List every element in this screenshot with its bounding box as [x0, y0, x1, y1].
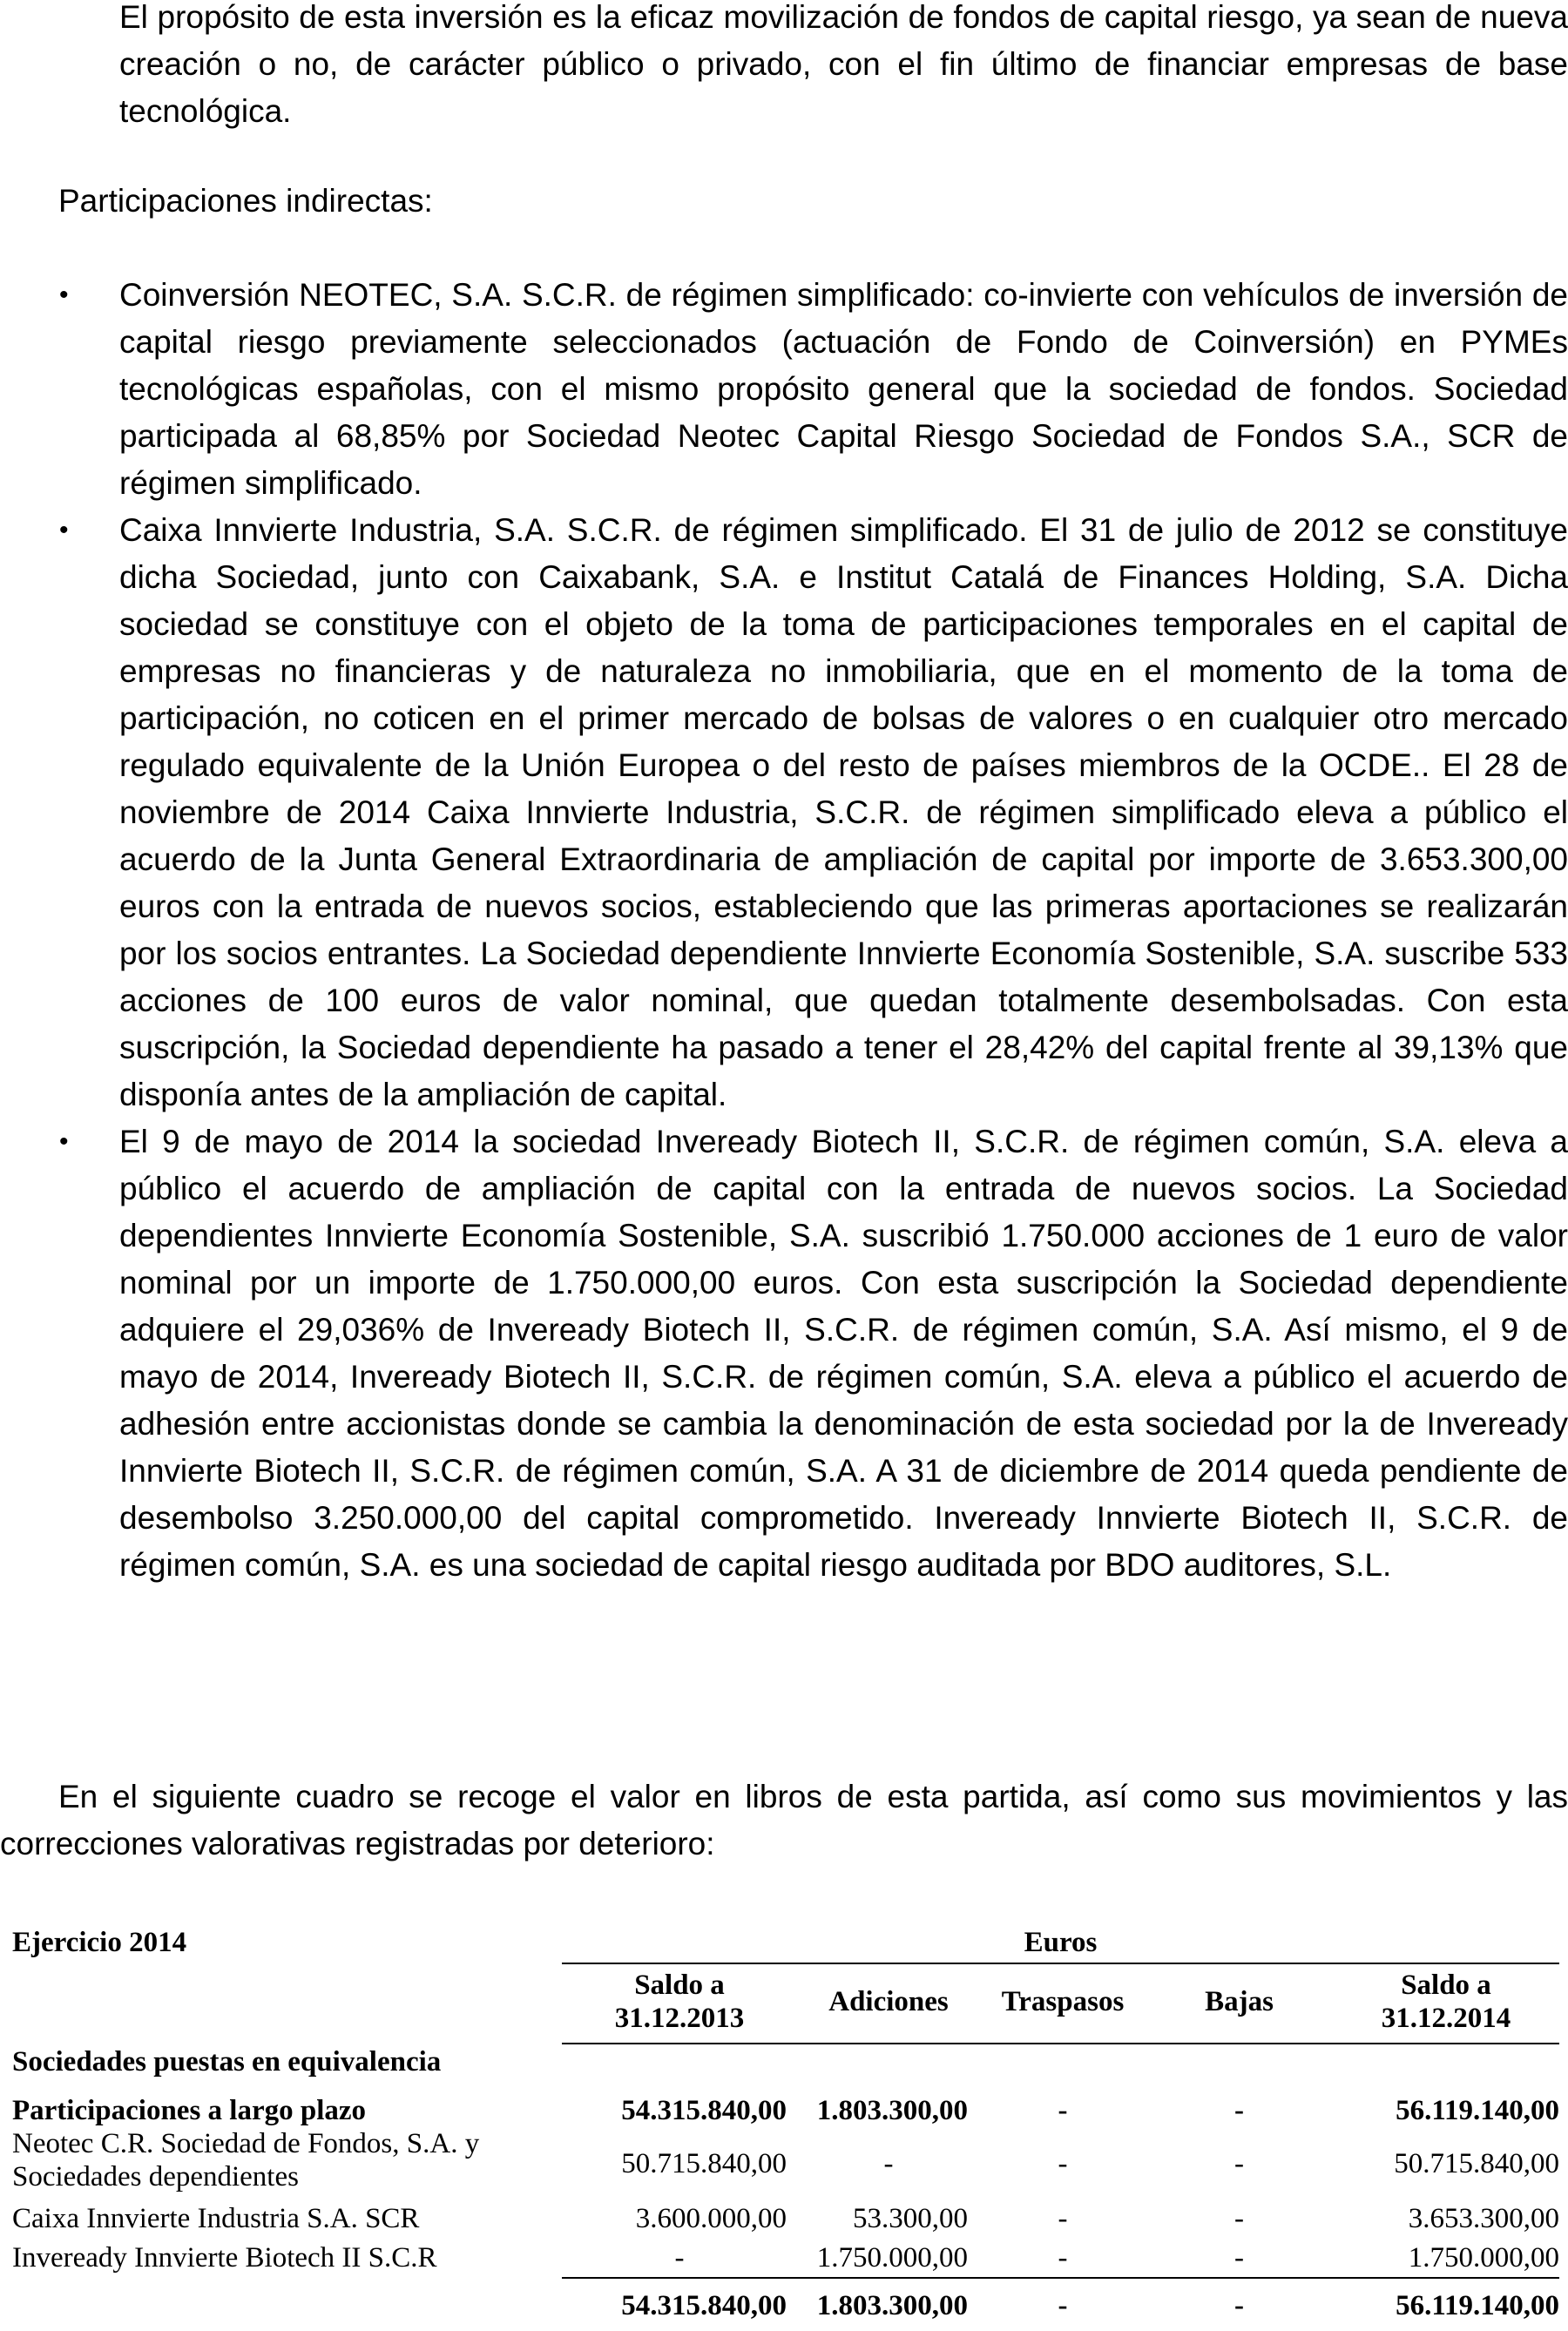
row-label: Inveready Innvierte Biotech II S.C.R — [12, 2242, 437, 2274]
header-rule — [562, 1963, 1559, 1964]
cell-closing-balance: 56.119.140,00 — [1396, 2095, 1559, 2126]
bullet-icon: • — [59, 516, 69, 544]
header-bottom-rule — [562, 2043, 1559, 2044]
cell-disposals: - — [1234, 2290, 1244, 2321]
cell-additions: - — [883, 2148, 894, 2179]
column-header-opening-balance — [562, 1969, 797, 2035]
list-item-text: El 9 de mayo de 2014 la sociedad Inveready Biotech II, S.C.R. de régimen común, S.A. eleva a público el acuerdo de ampliación de capital con la entrada de nuevos socios. La Sociedad dependientes Innvierte Economía Sostenible, S.A. suscribió 1.750.000 acciones de 1 euro de valor nominal por un importe de 1.750.000,00 euros. Con esta suscripción la Sociedad dependiente adquiere el 29,036% de Inveready Biotech II, S.C.R. de régimen común, S.A. Así mismo, el 9 de mayo de 2014, Inveready Biotech II, S.C.R. de régimen común, S.A. eleva a público el acuerdo de adhesión entre accionistas donde se cambia la denominación de esta sociedad por la de Inveready Innvierte Biotech II, S.C.R. de régimen común, S.A. A 31 de diciembre de 2014 queda pendiente de desembolso 3.250.000,00 del capital comprometido. Inveready Innvierte Biotech II, S.C.R. de régimen común, S.A. es una sociedad de capital riesgo auditada por BDO auditores, S.L. — [119, 1124, 1568, 1583]
cell-additions: 1.803.300,00 — [816, 2095, 968, 2126]
cell-disposals: - — [1234, 2203, 1244, 2234]
cell-opening-balance: 50.715.840,00 — [621, 2148, 787, 2179]
column-header-line: 31.12.2014 — [1381, 2003, 1511, 2034]
row-label: Participaciones a largo plazo — [12, 2095, 367, 2126]
cell-transfers: - — [1058, 2290, 1068, 2321]
column-header-line: 31.12.2013 — [614, 2003, 745, 2034]
table-intro-paragraph: En el siguiente cuadro se recoge el valor en libros de esta partida, así como sus movimientos y las correcciones valorativas registradas por deterioro: — [0, 1779, 1568, 1861]
indirect-holdings-list — [0, 272, 1568, 1589]
cell-disposals: - — [1234, 2242, 1244, 2274]
list-item-text: Caixa Innvierte Industria, S.A. S.C.R. de régimen simplificado. El 31 de julio de 2012 se constituye dicha Sociedad, junto con Caixabank, S.A. e Institut Catalá de Finances Holding, S.A. Dicha sociedad se constituye con el objeto de la toma de participaciones temporales en el capital de empresas no financieras y de naturaleza no inmobiliaria, que en el momento de la toma de participación, no coticen en el primer mercado de bolsas de valores o en cualquier otro mercado regulado equivalente de la Unión Europea o del resto de países miembros de la OCDE.. El 28 de noviembre de 2014 Caixa Innvierte Industria, S.C.R. de régimen simplificado eleva a público el acuerdo de la Junta General Extraordinaria de ampliación de capital por importe de 3.653.300,00 euros con la entrada de nuevos socios, estableciendo que las primeras aportaciones se realizarán por los socios entrantes. La Sociedad dependiente Innvierte Economía Sostenible, S.A. suscribe 533 acciones de 100 euros de valor nominal, que quedan totalmente desembolsadas. Con esta suscripción, la Sociedad dependiente ha pasado a tener el 28,42% del capital frente al 39,13% que disponía antes de la ampliación de capital. — [119, 512, 1568, 1112]
indirect-holdings-heading: Participaciones indirectas: — [58, 183, 433, 219]
list-item-text: Coinversión NEOTEC, S.A. S.C.R. de régimen simplificado: co-invierte con vehículos de inversión de capital riesgo previamente seleccionados (actuación de Fondo de Coinversión) en PYMEs tecnológicas españolas, con el mismo propósito general que la sociedad de fondos. Sociedad participada al 68,85% por Sociedad Neotec Capital Riesgo Sociedad de Fondos S.A., SCR de régimen simplificado. — [119, 277, 1568, 501]
cell-transfers: - — [1058, 2203, 1068, 2234]
cell-opening-balance: - — [674, 2242, 685, 2274]
cell-closing-balance: 56.119.140,00 — [1396, 2290, 1559, 2321]
bullet-icon: • — [59, 280, 69, 309]
cell-disposals: - — [1234, 2148, 1244, 2179]
intro-paragraph: El propósito de esta inversión es la eficaz movilización de fondos de capital riesgo, ya sean de nueva creación o no, de carácter público o privado, con el fin último de financiar empresas de base tecnológica. — [119, 0, 1568, 129]
cell-transfers: - — [1058, 2242, 1068, 2274]
column-header-disposals: Bajas — [1205, 1986, 1274, 2017]
total-rule — [562, 2277, 1559, 2279]
cell-transfers: - — [1058, 2148, 1068, 2179]
cell-closing-balance: 3.653.300,00 — [1408, 2203, 1559, 2234]
bullet-icon: • — [59, 1127, 69, 1156]
list-item — [0, 1118, 1568, 1589]
section-label: Sociedades puestas en equivalencia — [12, 2046, 442, 2078]
cell-additions: 1.803.300,00 — [816, 2290, 968, 2321]
list-item — [0, 507, 1568, 1118]
column-header-line: Saldo a — [634, 1970, 725, 2001]
cell-opening-balance: 54.315.840,00 — [621, 2095, 787, 2126]
column-header-transfers: Traspasos — [1001, 1986, 1125, 2017]
row-label: Neotec C.R. Sociedad de Fondos, S.A. y — [12, 2128, 480, 2159]
cell-opening-balance: 54.315.840,00 — [621, 2290, 787, 2321]
cell-opening-balance: 3.600.000,00 — [635, 2203, 787, 2234]
table-title: Ejercicio 2014 — [12, 1927, 187, 1958]
cell-transfers: - — [1058, 2095, 1068, 2126]
column-header-closing-balance — [1333, 1969, 1559, 2035]
cell-closing-balance: 50.715.840,00 — [1394, 2148, 1559, 2179]
currency-group-header: Euros — [1024, 1927, 1098, 1958]
column-header-line: Saldo a — [1401, 1970, 1491, 2001]
row-label: Caixa Innvierte Industria S.A. SCR — [12, 2203, 420, 2234]
column-header-additions: Adiciones — [828, 1986, 949, 2017]
list-item — [0, 272, 1568, 507]
cell-disposals: - — [1234, 2095, 1244, 2126]
row-label-continued: Sociedades dependientes — [12, 2161, 299, 2192]
cell-closing-balance: 1.750.000,00 — [1408, 2242, 1559, 2274]
cell-additions: 53.300,00 — [853, 2203, 968, 2234]
cell-additions: 1.750.000,00 — [816, 2242, 968, 2274]
